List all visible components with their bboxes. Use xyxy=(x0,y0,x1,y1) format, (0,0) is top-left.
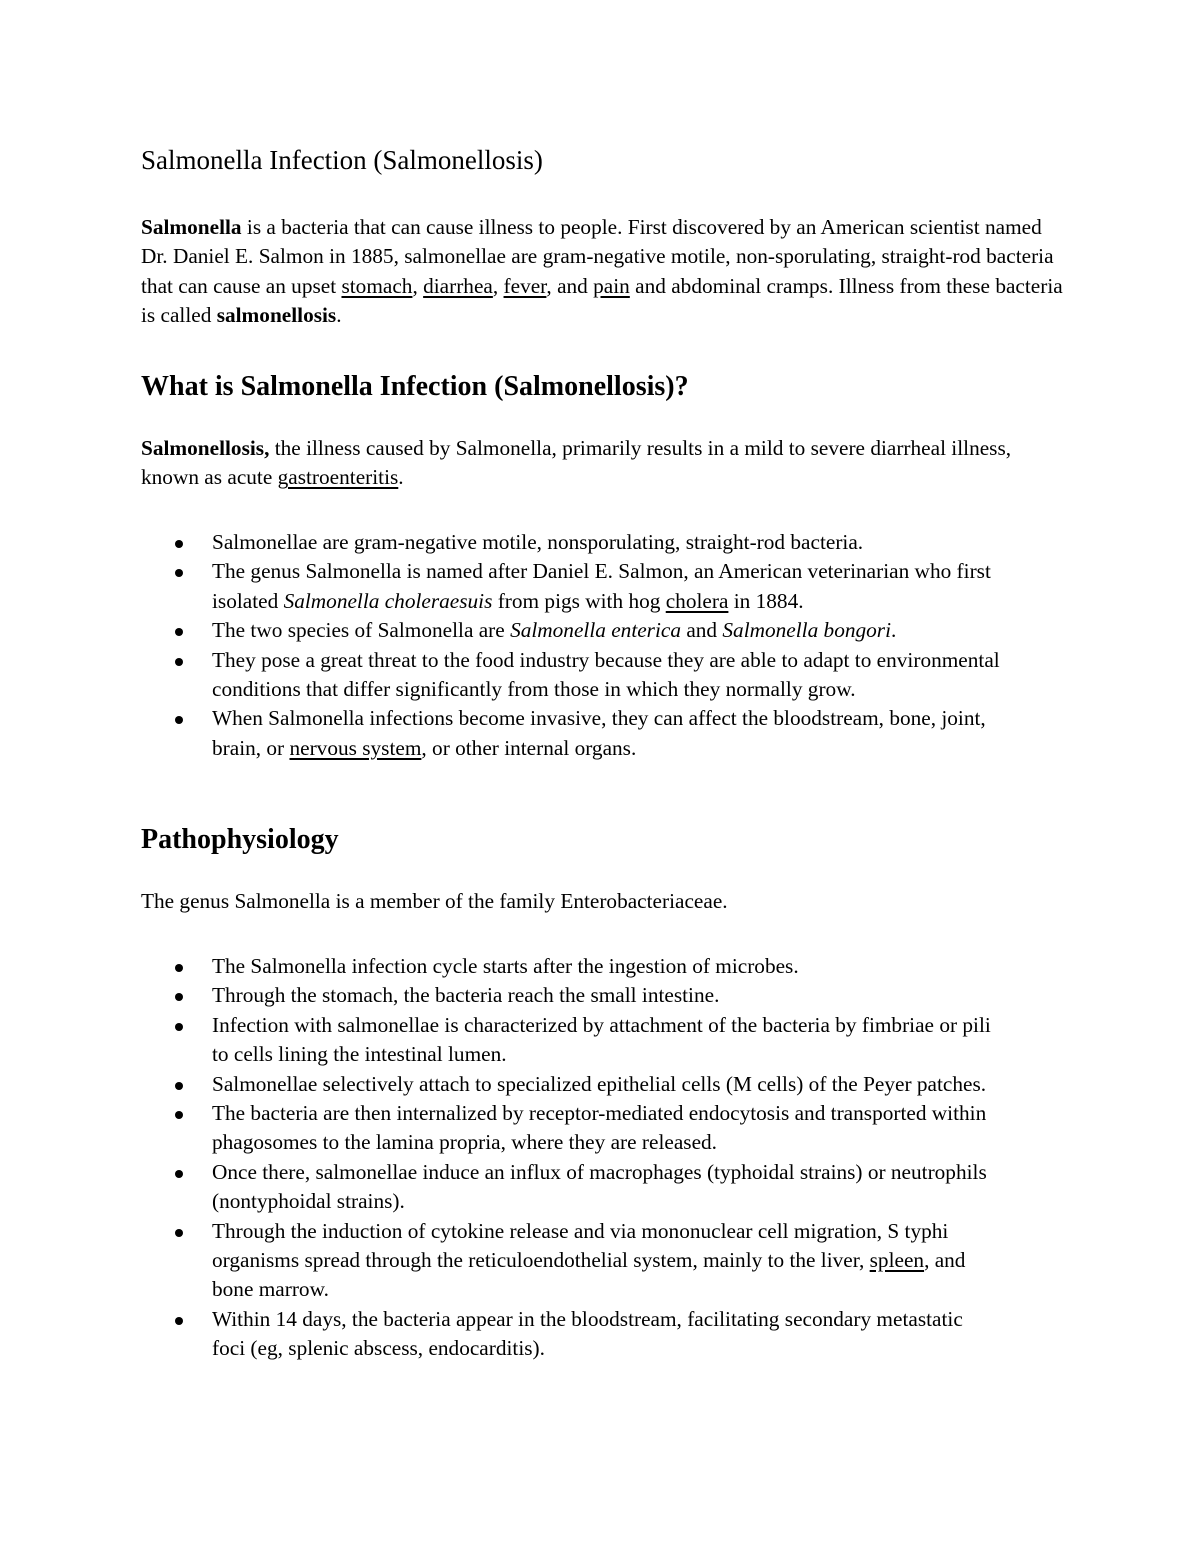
pathophysiology-paragraph: The genus Salmonella is a member of the family Enterobacteriaceae. xyxy=(141,889,728,913)
italic-species-name: Salmonella bongori xyxy=(722,618,892,643)
list-item: Once there, salmonellae induce an influx of macrophages (typhoidal strains) or neutrophils (nontyphoidal strains). xyxy=(141,1158,1001,1217)
intro-bold-term: Salmonella xyxy=(141,215,242,239)
heading-pathophysiology: Pathophysiology xyxy=(141,824,339,855)
list-item: The two species of Salmonella are Salmonella enterica and Salmonella bongori. xyxy=(141,616,1001,645)
link-stomach[interactable]: stomach xyxy=(341,273,413,298)
italic-species-name: Salmonella choleraesuis xyxy=(283,588,493,613)
what-is-paragraph: Salmonellosis, the illness caused by Salmonella, primarily results in a mild to severe diarrheal illness, known as acute gastroenteritis. xyxy=(141,436,1012,490)
list-item: Salmonellae are gram-negative motile, nonsporulating, straight-rod bacteria. xyxy=(141,528,1001,557)
list-item: Through the stomach, the bacteria reach the small intestine. xyxy=(141,981,1001,1010)
intro-bold-salmonellosis: salmonellosis xyxy=(216,303,337,328)
bullet-icon xyxy=(175,1082,183,1090)
link-gastroenteritis[interactable]: gastroenteritis xyxy=(277,465,399,490)
pathophysiology-bullet-list xyxy=(141,952,1001,1364)
what-is-bold-term: Salmonellosis, xyxy=(141,436,270,460)
list-item: Infection with salmonellae is characterized by attachment of the bacteria by fimbriae or pili to cells lining the intestinal lumen. xyxy=(141,1011,1001,1070)
bullet-icon xyxy=(175,540,183,548)
bullet-icon xyxy=(175,993,183,1001)
what-is-bullet-list xyxy=(141,528,1001,763)
bullet-icon xyxy=(175,658,183,666)
bullet-icon xyxy=(175,1023,183,1031)
link-cholera[interactable]: cholera xyxy=(665,588,729,613)
bullet-icon xyxy=(175,1229,183,1237)
list-item: The Salmonella infection cycle starts after the ingestion of microbes. xyxy=(141,952,1001,981)
list-item: Within 14 days, the bacteria appear in the bloodstream, facilitating secondary metastatic foci (eg, splenic abscess, endocarditis). xyxy=(141,1305,1001,1364)
link-spleen[interactable]: spleen xyxy=(869,1248,925,1273)
bullet-icon xyxy=(175,964,183,972)
heading-what-is: What is Salmonella Infection (Salmonellosis)? xyxy=(141,371,689,402)
bullet-icon xyxy=(175,1170,183,1178)
italic-species-name: Salmonella enterica xyxy=(510,618,681,643)
bullet-icon xyxy=(175,1317,183,1325)
list-item: The bacteria are then internalized by receptor-mediated endocytosis and transported within phagosomes to the lamina propria, where they are released. xyxy=(141,1099,1001,1158)
link-pain[interactable]: pain xyxy=(593,273,630,298)
bullet-icon xyxy=(175,716,183,724)
list-item: Through the induction of cytokine release and via mononuclear cell migration, S typhi organisms spread through the reticuloendothelial system, mainly to the liver, spleen, and bone marrow. xyxy=(141,1217,1001,1305)
bullet-icon xyxy=(175,1111,183,1119)
link-fever[interactable]: fever xyxy=(503,273,547,298)
list-item: The genus Salmonella is named after Daniel E. Salmon, an American veterinarian who first isolated Salmonella choleraesuis from pigs with hog cholera in 1884. xyxy=(141,557,1001,616)
list-item: Salmonellae selectively attach to specialized epithelial cells (M cells) of the Peyer patches. xyxy=(141,1070,1001,1099)
link-nervous-system[interactable]: nervous system xyxy=(289,735,422,760)
intro-paragraph: Salmonella is a bacteria that can cause illness to people. First discovered by an American scientist named Dr. Daniel E. Salmon in 1885, salmonellae are gram-negative motile, non-sporulating, straight-rod bacteria that can cause an upset stomach, diarrhea, fever, and pain and abdominal cramps. Illness from these bacteria is called salmonellosis. xyxy=(141,215,1063,328)
bullet-icon xyxy=(175,569,183,577)
document-title: Salmonella Infection (Salmonellosis) xyxy=(141,145,543,175)
list-item: They pose a great threat to the food industry because they are able to adapt to environmental conditions that differ significantly from those in which they normally grow. xyxy=(141,646,1001,705)
list-item: When Salmonella infections become invasive, they can affect the bloodstream, bone, joint, brain, or nervous system, or other internal organs. xyxy=(141,704,1001,763)
bullet-icon xyxy=(175,628,183,636)
link-diarrhea[interactable]: diarrhea xyxy=(423,273,493,298)
